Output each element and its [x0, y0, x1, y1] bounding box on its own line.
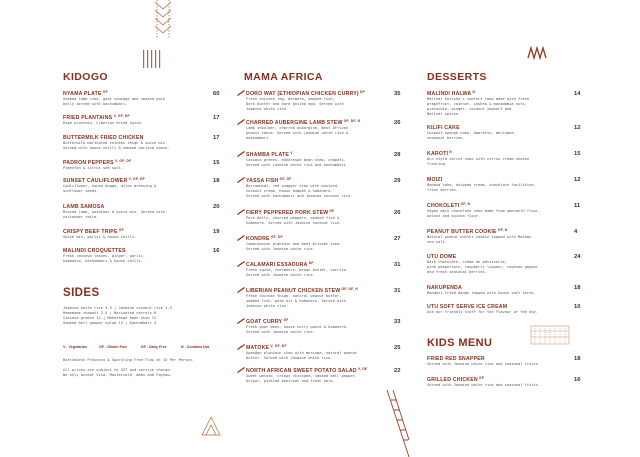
- legend-label: Gluten Free: [107, 345, 128, 349]
- menu-item: [246, 209, 401, 226]
- menu-item: [427, 254, 581, 275]
- item-price: 4: [574, 229, 578, 235]
- menu-item: [427, 356, 581, 367]
- item-name-text: BUTTERMILK FRIED CHICKEN: [63, 135, 144, 141]
- legend-separator: -: [65, 345, 69, 349]
- item-price: 18: [574, 356, 581, 362]
- dietary-mark: GF, N: [459, 202, 471, 206]
- menu-item: [246, 261, 401, 278]
- item-description: Cameroonian plantain and beef brisket stew. Served with Jasmine white rice.: [246, 242, 342, 251]
- brush-icon: [237, 367, 245, 373]
- brush-icon: [237, 287, 245, 293]
- brush-icon: [237, 151, 245, 157]
- item-description: Smoked lamb ribs, goat sausage and smoked pork belly served with kachumbari.: [63, 97, 166, 106]
- item-price: 12: [574, 125, 581, 131]
- item-price: 35: [394, 91, 401, 97]
- item-price: 16: [574, 377, 581, 383]
- brush-icon: [237, 119, 245, 125]
- item-name-text: CALAMARI ESSADURA: [246, 262, 308, 268]
- tribal-pattern-bottom-left: [200, 415, 222, 437]
- item-description: Malindi Kulisha's comfort food made with fresh grapefruit, cashnut, cashew & macadamia nuts, pistachio, ginger, coconut yoghurt and Malindi spices.: [427, 97, 530, 116]
- dietary-mark: GF: [282, 318, 289, 322]
- item-price: 29: [394, 178, 401, 184]
- menu-item: [63, 177, 220, 194]
- menu-item: [427, 177, 581, 193]
- tribal-pattern-kids: [530, 325, 570, 345]
- legend-item: [181, 345, 209, 349]
- dietary-mark: V, GF, DF: [127, 177, 145, 181]
- item-price: 14: [574, 91, 581, 97]
- item-price: 17: [213, 115, 220, 121]
- legend-label: Contains Nut: [186, 345, 210, 349]
- item-description: Pork belly, charred peppers, smoked fish & habanero. Served with Jasmine coconut rice.: [246, 216, 342, 225]
- legend-label: Dairy Free: [149, 345, 167, 349]
- item-description: Mandazi fried dough topped with house soft serve.: [427, 291, 536, 295]
- item-price: 15: [213, 160, 220, 166]
- item-description: Fresh squid, chermoula, brown butter, sofrito. Served with Jasmine white rice.: [246, 268, 349, 277]
- item-name-text: KILIFI CAKE: [427, 125, 460, 131]
- menu-item: [63, 159, 220, 171]
- item-price: 17: [213, 135, 220, 141]
- brush-icon: [237, 90, 245, 96]
- legend-item: [141, 345, 167, 349]
- dietary-mark: V, DF: [356, 367, 368, 371]
- item-name-text: CHARRED AUBERGINE LAMB STEW: [246, 120, 343, 126]
- dietary-legend: [63, 345, 223, 351]
- item-price: 19: [213, 229, 220, 235]
- legend-separator: -: [183, 345, 187, 349]
- item-description: Served with Jasmine white rice and seasonal fruits.: [427, 362, 541, 366]
- item-price: 12: [574, 177, 581, 183]
- item-description: Cauliflower, house dugga, dijon dressing & sunflower seeds.: [63, 184, 157, 193]
- brush-icon: [237, 177, 245, 183]
- dietary-mark: GF: [477, 376, 485, 380]
- item-name-text: PEANUT BUTTER COOKIE: [427, 229, 497, 235]
- item-price: 24: [574, 254, 581, 260]
- item-name-text: MALINDI HALWA: [427, 91, 472, 97]
- item-price: 26: [394, 120, 401, 126]
- item-name-text: UTU DOME: [427, 254, 457, 260]
- item-price: 16: [213, 248, 220, 254]
- item-price: 33: [394, 319, 401, 325]
- footer-notes: Bottomless Prosecco & Sparkling Free Flow at 15 Per Person. All prices are subject to GST and service charge. We only accept Visa, Mastercard, Amex and Paynow.: [63, 358, 194, 377]
- item-price: 27: [394, 236, 401, 242]
- menu-item: [246, 151, 401, 168]
- item-name-text: KAROTI: [427, 151, 449, 157]
- legend-label: Vegetarian: [68, 345, 87, 349]
- dietary-mark: GF: [101, 90, 108, 94]
- legend-separator: -: [145, 345, 149, 349]
- menu-item: [63, 228, 220, 240]
- item-name-text: MATOKE: [246, 345, 270, 351]
- dietary-mark: DF: [328, 209, 335, 213]
- item-description: Coconut sponge cake, Amaretto, meringue, seasonal berries.: [427, 131, 516, 140]
- menu-item: [246, 119, 401, 141]
- item-description: Vegan dark chocolate cake made from amaranth flour, walnut and quinoa flour.: [427, 209, 541, 218]
- item-price: 15: [574, 151, 581, 157]
- legend-code: GF: [99, 345, 104, 349]
- item-description: Banana cake, whipped cream, chocolate facilitine, fresh berries.: [427, 183, 536, 192]
- legend-separator: -: [104, 345, 108, 349]
- item-description: Our style carrot cake with citrus cream cheese frosting.: [427, 157, 530, 166]
- menu-item: [246, 287, 401, 309]
- dietary-mark: N: [448, 150, 452, 154]
- item-description: Served with Jasmine white rice and seasonal fruits.: [427, 383, 541, 387]
- brush-icon: [237, 318, 245, 324]
- item-name-text: NYAMA PLATE: [63, 91, 102, 97]
- item-price: 18: [213, 178, 220, 184]
- brush-icon: [237, 344, 245, 350]
- menu-item: [63, 204, 220, 220]
- item-name-text: GOAT CURRY: [246, 319, 283, 325]
- legend-code: DF: [141, 345, 146, 349]
- dietary-mark: GF, DF: [278, 177, 292, 181]
- menu-item: [427, 228, 578, 245]
- dietary-mark: GF, DF, N: [340, 287, 359, 291]
- item-description: Ugandan plantain stew with moringa, natural peanut butter. Served with Jasmine white rice.: [246, 351, 358, 360]
- dietary-mark: N: [471, 90, 476, 94]
- item-name-text: LAMB SAMOSA: [63, 204, 105, 210]
- menu-item: [427, 90, 581, 117]
- item-name-text: SHAMBA PLATE: [246, 152, 290, 158]
- menu-item: [246, 235, 401, 252]
- section-title-desserts: DESSERTS: [427, 71, 487, 83]
- menu-item: [427, 285, 581, 296]
- item-name-text: LIBERIAN PEANUT CHICKEN STEW: [246, 288, 341, 294]
- dietary-mark: GF, N: [496, 228, 508, 232]
- item-description: Cassava greens, makaraspe bean stew, chapati. Served with jasmine white rice and kachumbari.: [246, 158, 349, 167]
- item-name-text: UTU SOFT SERVE ICE CREAM: [427, 304, 508, 310]
- menu-item: [427, 150, 581, 167]
- section-title-kidogo: KIDOGO: [63, 71, 108, 83]
- item-price: 26: [394, 210, 401, 216]
- brush-icon: [237, 235, 245, 241]
- item-description: Dark chocolate, crème de pâtisserie, pink peppercorn, raspberry liqueur, cayenne pepper and fresh seasonal berries.: [427, 260, 539, 274]
- item-description: Lamb shoulder, charred aubergine, West African peanut sauce. Served with jasmine white rice & kachumbari.: [246, 126, 349, 140]
- brush-icon: [237, 261, 245, 267]
- item-name-text: GRILLED CHICKEN: [427, 377, 478, 383]
- legend-code: N: [181, 345, 184, 349]
- menu-item: [246, 344, 401, 361]
- item-price: 22: [394, 368, 401, 374]
- item-price: 11: [574, 203, 581, 209]
- item-name-text: YASSA FISH: [246, 178, 279, 184]
- item-name-text: KONDRE: [246, 236, 270, 242]
- tribal-pattern-top: [153, 0, 173, 38]
- menu-item: [427, 304, 581, 315]
- dietary-mark: GF, DF: [269, 235, 283, 239]
- tribal-pattern-desserts: [527, 46, 547, 60]
- item-description: Fresh cassava leaves, ginger, garlic, habanero, kachumbari & house chilli.: [63, 254, 146, 263]
- tribal-pattern-kidogo: [142, 48, 164, 70]
- menu-item: [63, 114, 220, 126]
- dietary-mark: DF: [358, 90, 365, 94]
- item-name-text: MALINDI CROQUETTES: [63, 248, 126, 254]
- item-price: 10: [574, 304, 581, 310]
- item-price: 20: [213, 204, 220, 210]
- item-price: 31: [394, 288, 401, 294]
- dietary-mark: V, GF, DF: [113, 159, 132, 163]
- legend-item: [63, 345, 87, 349]
- section-title-kids-menu: KIDS MENU: [427, 337, 493, 349]
- dietary-mark: V, GF, DF: [269, 344, 287, 348]
- item-name-text: FRIED RED SNAPPER: [427, 356, 485, 362]
- item-name-text: MOIZI: [427, 177, 443, 183]
- menu-item: [246, 367, 401, 384]
- dietary-mark: GF, DF, N: [342, 119, 361, 123]
- item-price: 28: [394, 152, 401, 158]
- menu-item: [63, 90, 220, 107]
- item-description: Fresh goat meat, house curry paste & habanero. Served with Jasmine white rice.: [246, 325, 349, 334]
- item-price: 60: [213, 91, 220, 97]
- menu-item: [427, 202, 581, 219]
- legend-item: [99, 345, 127, 349]
- item-description: Buttermilk marinated chicken thigh & spice mix. Served with house chilli & smoked harissa sauce.: [63, 141, 170, 150]
- item-price: 18: [574, 285, 581, 291]
- section-title-sides: SIDES: [63, 287, 100, 299]
- legend-code: V: [63, 345, 66, 349]
- dietary-mark: V: [289, 151, 293, 155]
- item-description: Fresh chicken leg, berbere, smoked fish, Dark butter and hard boiled egg. Served with Jasmine white rice.: [246, 97, 344, 111]
- dietary-mark: DF: [307, 261, 314, 265]
- item-name-text: NORTH AFRICAN SWEET POTATO SALAD: [246, 368, 357, 374]
- item-price: 25: [394, 345, 401, 351]
- item-description: Pimenton & citrus sea salt.: [63, 166, 123, 170]
- item-description: Ask our friendly staff for the flavour of the day.: [427, 310, 539, 314]
- section-title-mama-africa: MAMA AFRICA: [244, 71, 323, 83]
- item-name-text: NAKUPENDA: [427, 285, 462, 291]
- menu-item: [427, 376, 581, 388]
- menu-item: [63, 248, 220, 264]
- item-description: Minced lamb, potatoes & spice mix. Served with coriander raita.: [63, 210, 166, 219]
- item-name-text: CHOKOLETI: [427, 203, 460, 209]
- item-name-text: CRISPY BEEF TRIPE: [63, 229, 118, 235]
- menu-item: [246, 90, 401, 112]
- item-name-text: SUNSET CAULIFLOWER: [63, 178, 128, 184]
- tribal-pattern-bottom-center: [385, 390, 411, 457]
- item-name-text: FRIED PLANTAINS: [63, 115, 113, 121]
- dietary-mark: V, GF, DF: [112, 114, 130, 118]
- brush-icon: [237, 209, 245, 215]
- menu-item: [427, 125, 581, 141]
- item-description: Spice mix, garlic & house chilli.: [63, 235, 137, 239]
- item-name-text: PADRON PEPPERS: [63, 160, 114, 166]
- dietary-mark: GF: [117, 228, 124, 232]
- item-price: 31: [394, 262, 401, 268]
- item-description: Sweet potato, crispy chickpea, smoked bell pepper, bulgur, pickled beetroot and fresh kale.: [246, 374, 358, 383]
- item-name-text: FIERY PEPPERED PORK STEW: [246, 210, 329, 216]
- menu-item: [246, 177, 401, 199]
- item-description: Natural peanut butter cookie topped with Maldon sea salt.: [427, 235, 532, 244]
- item-name-text: DORO WAT (ETHIOPIAN CHICKEN CURRY): [246, 91, 359, 97]
- menu-item: [246, 318, 401, 335]
- item-description: Ripe plantain, Liberian dried spice.: [63, 121, 143, 125]
- sides-list: Jasmine white rice 3.5 | Jasmine coconut rice 3.5 Homemade chapati 3.5 | Marinated carrots 6 Cassava greens 12 | Makaraspe bean stew 12 Smoked bell pepper salad 12 | Kachumbari 3: [63, 306, 172, 325]
- menu-item: [63, 135, 220, 151]
- item-description: Barramundi, red snapper stew with mustard, coconut cream, house bumpah & habanero. Served with kachumbari and Jasmine coconut rice.: [246, 184, 353, 198]
- item-description: Fresh chicken thigh, natural peanut butter, smoked fish, palm oil & habanero. Served with Jasmine white rice.: [246, 294, 346, 308]
